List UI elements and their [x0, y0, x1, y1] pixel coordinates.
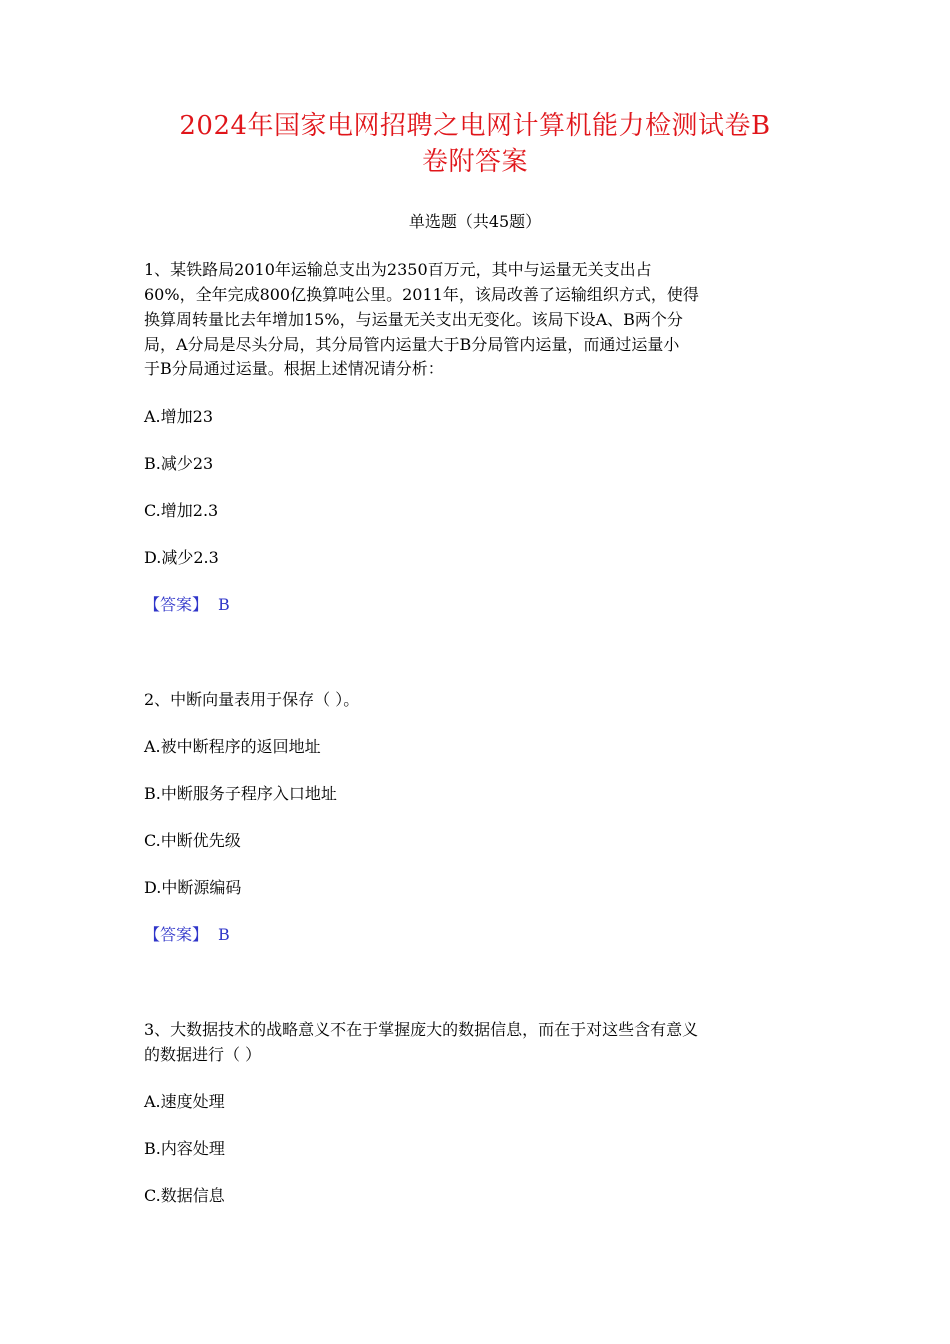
question-3-stem-line: 3、大数据技术的战略意义不在于掌握庞大的数据信息，而在于对这些含有意义 [144, 1020, 699, 1039]
question-1-option-d: D.减少2.3 [144, 548, 219, 567]
question-3-option-a: A.速度处理 [144, 1092, 225, 1111]
answer-label: 【答案】 [144, 595, 209, 614]
answer-label: 【答案】 [144, 925, 209, 944]
question-1-answer [144, 593, 824, 617]
title-line-1: 2024年国家电网招聘之电网计算机能力检测试卷B [179, 111, 771, 141]
answer-value: B [218, 595, 230, 614]
question-2-answer [144, 923, 824, 947]
question-1-stem-line: 局，A分局是尽头分局，其分局管内运量大于B分局管内运量，而通过运量小 [144, 335, 680, 354]
question-3-option-c: C.数据信息 [144, 1186, 225, 1205]
question-2-option-a: A.被中断程序的返回地址 [144, 737, 321, 756]
question-1-stem-line: 60%，全年完成800亿换算吨公里。2011年，该局改善了运输组织方式，使得 [144, 285, 699, 304]
question-2-option-d: D.中断源编码 [144, 878, 242, 897]
section-heading: 单选题（共45题） [408, 212, 542, 231]
question-2-option-b: B.中断服务子程序入口地址 [144, 784, 337, 803]
question-3-option-b: B.内容处理 [144, 1139, 225, 1158]
question-1-option-b: B.减少23 [144, 454, 214, 473]
question-1-option-a: A.增加23 [144, 407, 214, 426]
question-3-stem-line: 的数据进行（ ） [144, 1045, 262, 1064]
question-1-stem-line: 1、某铁路局2010年运输总支出为2350百万元，其中与运量无关支出占 [144, 260, 652, 279]
question-1-option-c: C.增加2.3 [144, 501, 219, 520]
question-2-stem-line: 2、中断向量表用于保存（ ）。 [144, 690, 360, 709]
title-line-2: 卷附答案 [421, 147, 528, 177]
answer-value: B [218, 925, 230, 944]
question-2-option-c: C.中断优先级 [144, 831, 241, 850]
question-1-stem-line: 于B分局通过运量。根据上述情况请分析： [144, 359, 444, 378]
question-1-stem-line: 换算周转量比去年增加15%，与运量无关支出无变化。该局下设A、B两个分 [144, 310, 683, 329]
document-title [120, 108, 830, 180]
